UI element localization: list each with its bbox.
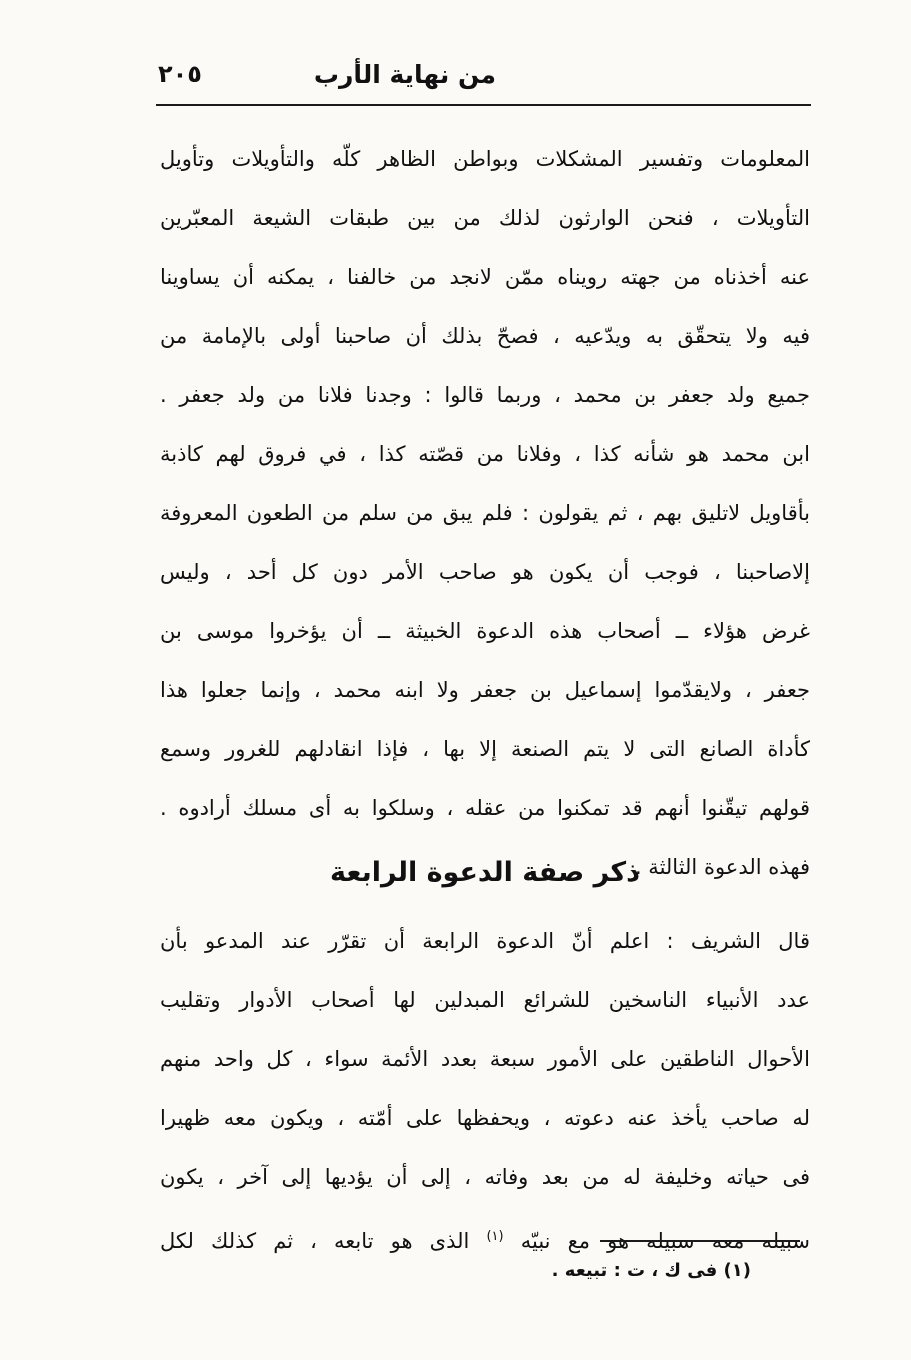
footnote: (١) فى ك ، ت : تبيعه . bbox=[551, 1260, 751, 1281]
text-segment: الذى هو تابعه ، ثم كذلك لكل bbox=[160, 1229, 470, 1253]
text-line: غرض هؤلاء ــ أصحاب هذه الدعوة الخبيثة ــ أن يؤخروا موسى بن bbox=[160, 619, 810, 643]
page-number: ٢٠٥ bbox=[158, 60, 202, 88]
running-header bbox=[150, 56, 761, 96]
running-title: من نهاية الأرب bbox=[313, 60, 496, 89]
paragraph-1 bbox=[160, 130, 810, 897]
text-line: فيه ولا يتحقّق به ويدّعيه ، فصحّ بذلك أن صاحبنا أولى بالإمامة من bbox=[160, 324, 810, 348]
text-line: عدد الأنبياء الناسخين للشرائع المبدلين لها أصحاب الأدوار وتقليب bbox=[160, 988, 810, 1012]
text-line: التأويلات ، فنحن الوارثون لذلك من بين طبقات الشيعة المعبّرين bbox=[160, 206, 810, 230]
text-line: الأحوال الناطقين على الأمور سبعة بعدد الأئمة سواء ، كل واحد منهم bbox=[160, 1047, 810, 1071]
text-line: كأداة الصانع التى لا يتم الصنعة إلا بها ، فإذا انقادلهم للغرور وسمع bbox=[160, 737, 810, 761]
text-line: قولهم تيقّنوا أنهم قد تمكنوا من عقله ، وسلكوا به أى مسلك أرادوه . bbox=[160, 796, 810, 820]
text-line: بأقاويل لاتليق بهم ، ثم يقولون : فلم يبق من سلم من الطعون المعروفة bbox=[160, 501, 810, 525]
text-line: عنه أخذناه من جهته رويناه ممّن لانجد من خالفنا ، يمكنه أن يساوينا bbox=[160, 265, 810, 289]
text-line: فهذه الدعوة الثالثة . bbox=[634, 855, 810, 879]
paragraph-2 bbox=[160, 912, 810, 1266]
text-line: قال الشريف : اعلم أنّ الدعوة الرابعة أن تقرّر عند المدعو بأن bbox=[160, 929, 810, 953]
text-line: المعلومات وتفسير المشكلات وبواطن الظاهر كلّه والتأويلات وتأويل bbox=[160, 147, 810, 171]
text-line: جعفر ، ولايقدّموا إسماعيل بن جعفر ولا ابنه محمد ، وإنما جعلوا هذا bbox=[160, 678, 810, 702]
header-divider bbox=[156, 104, 811, 106]
footnote-divider bbox=[600, 1240, 800, 1242]
text-segment: سبيله معه سبيله هو مع نبيّه bbox=[520, 1229, 810, 1253]
text-line: فى حياته وخليفة له من بعد وفاته ، إلى أن يؤديها إلى آخر ، يكون bbox=[160, 1165, 810, 1189]
text-line: له صاحب يأخذ عنه دعوته ، ويحفظها على أمّته ، ويكون معه ظهيرا bbox=[160, 1106, 810, 1130]
text-line: إلاصاحبنا ، فوجب أن يكون هو صاحب الأمر دون كل أحد ، وليس bbox=[160, 560, 810, 584]
section-heading: ذكر صفة الدعوة الرابعة bbox=[330, 857, 640, 888]
text-line: جميع ولد جعفر بن محمد ، وربما قالوا : وجدنا فلانا من ولد جعفر . bbox=[160, 383, 810, 407]
footnote-marker: (١) bbox=[486, 1229, 504, 1244]
text-line: ابن محمد هو شأنه كذا ، وفلانا من قصّته كذا ، في فروق لهم كاذبة bbox=[160, 442, 810, 466]
